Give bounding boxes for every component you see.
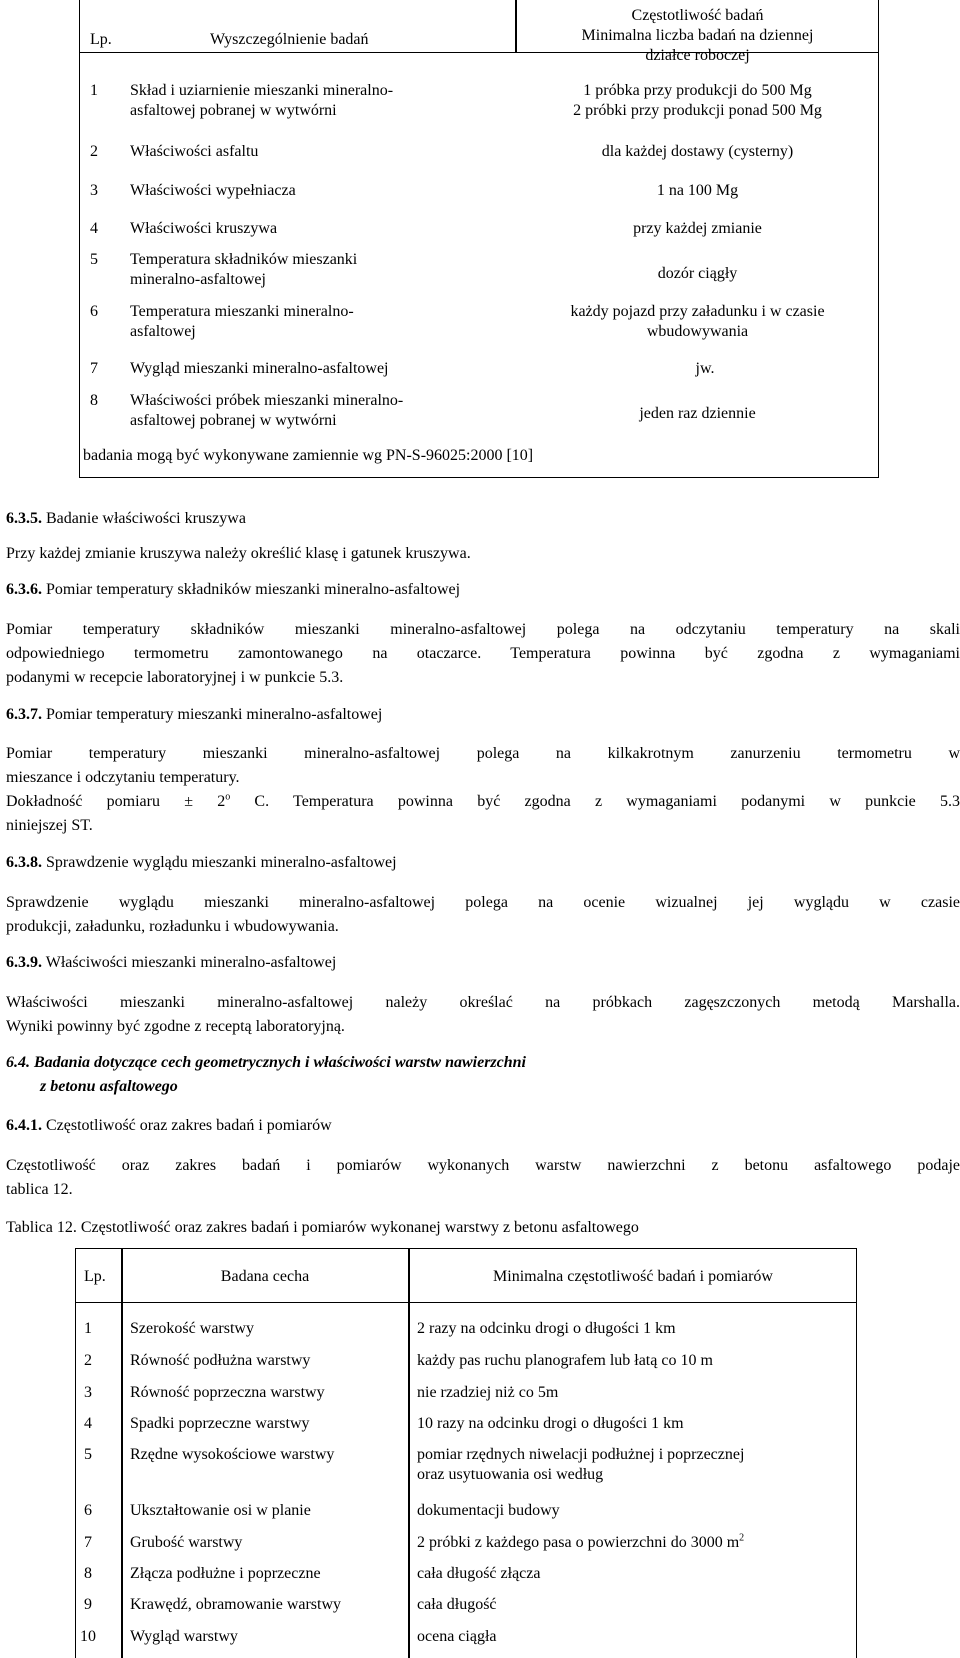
table-header: Lp. Badana cecha Minimalna częstotliwość badań i pomiarów [76,1249,856,1303]
paragraph-line: odpowiedniego termometru zamontowanego na otaczarce. Temperatura powinna być zgodna z wymaganiami [6,645,960,662]
section-heading: 6.3.6. Pomiar temperatury składników mieszanki mineralno-asfaltowej [6,581,461,598]
table-row: 1 Szerokość warstwy 2 razy na odcinku drogi o długości 1 km [84,1320,676,1337]
paragraph-line: podanymi w recepcie laboratoryjnej i w punkcie 5.3. [6,669,344,686]
frequency-table: Lp. Wyszczególnienie badań Częstotliwość badań Minimalna liczba badań na dziennej działce roboczej 1 Skład i uziarnienie mieszanki mineralno- asfaltowej pobranej w wytwórni 1 próbka przy produkcji do 500 Mg 2 próbki przy produkcji ponad 500 Mg 2 Właściwości asfaltu dla każdej dostawy (cysterny) 3 Właściwości wypełniacza 1 na 100 Mg 4 Właściwości kruszywa przy każdej zmianie 5 Temperatura składników mieszanki mineralno-asfaltowej dozór ciągły 6 Temperatura mieszanki mineralno- asfaltowej każdy pojazd przy załadunku i w czasie wbudowywania 7 Wygląd mieszanki mineralno-asfaltowej jw. 8 Właściwości próbek mieszanki mineralno- asfaltowej pobranej w wytwórni jeden raz dziennie [79,0,879,478]
table-row: 5 Rzędne wysokościowe warstwy pomiar rzędnych niwelacji podłużnej i poprzecznej oraz usytuowania osi według [84,1446,745,1483]
table-row: 2 Równość podłużna warstwy każdy pas ruchu planografem lub łatą co 10 m [84,1352,713,1369]
paragraph-line: Częstotliwość oraz zakres badań i pomiarów wykonanych warstw nawierzchni z betonu asfaltowego podaje [6,1157,960,1174]
table-row: 6 Ukształtowanie osi w planie dokumentacji budowy [84,1502,560,1519]
section-heading: 6.4.1. Częstotliwość oraz zakres badań i pomiarów [6,1117,332,1134]
table-row: 9 Krawędź, obramowanie warstwy cała długość [84,1596,497,1613]
paragraph-line: Właściwości mieszanki mineralno-asfaltowej należy określać na próbkach zagęszczonych metodą Marshalla. [6,994,960,1011]
paragraph-line: produkcji, załadunku, rozładunku i wbudowywania. [6,918,339,935]
section-heading: 6.3.9. Właściwości mieszanki mineralno-asfaltowej [6,954,337,971]
paragraph-line: tablica 12. [6,1181,73,1198]
table-row: 10 Wygląd warstwy ocena ciągła [80,1628,497,1645]
paragraph-line: mieszance i odczytaniu temperatury. [6,769,240,786]
paragraph: Przy każdej zmianie kruszywa należy określić klasę i gatunek kruszywa. [6,545,471,562]
section-heading: 6.3.5. Badanie właściwości kruszywa [6,510,246,527]
paragraph-line: Sprawdzenie wyglądu mieszanki mineralno-asfaltowej polega na ocenie wizualnej jej wyglądu w czasie [6,894,960,911]
section-heading: 6.3.8. Sprawdzenie wyglądu mieszanki mineralno-asfaltowej [6,854,397,871]
section-heading: 6.3.7. Pomiar temperatury mieszanki mineralno-asfaltowej [6,706,383,723]
measurement-table [75,1248,857,1658]
section-heading-cont: z betonu asfaltowego [40,1078,178,1095]
table-row: 3 Równość poprzeczna warstwy nie rzadziej niż co 5m [84,1384,559,1401]
paragraph-line: Pomiar temperatury składników mieszanki mineralno-asfaltowej polega na odczytaniu temperatury na skali [6,621,960,638]
table-row: 7 Grubość warstwy 2 próbki z każdego pasa o powierzchni do 3000 $m^2$ [84,1532,745,1551]
table-row: 8 Złącza podłużne i poprzeczne cała długość złącza [84,1565,541,1582]
paragraph-line: Pomiar temperatury mieszanki mineralno-asfaltowej polega na kilkakrotnym zanurzeniu termometru w [6,745,960,762]
table-header: Lp. Wyszczególnienie badań Częstotliwość badań Minimalna liczba badań na dziennej działce roboczej [80,0,878,53]
paragraph-line: Dokładność pomiaru ± $2^o$ C. Temperatura powinna być zgodna z wymaganiami podanymi w punkcie 5.3 [6,791,960,810]
paragraph-line: Wyniki powinny być zgodne z receptą laboratoryjną. [6,1018,345,1035]
section-heading: 6.4. Badania dotyczące cech geometrycznych i właściwości warstw nawierzchni [6,1054,526,1071]
paragraph-line: niniejszej ST. [6,817,93,834]
table-note: badania mogą być wykonywane zamiennie wg PN-S-96025:2000 [10] [83,447,534,464]
table-row: 4 Spadki poprzeczne warstwy 10 razy na odcinku drogi o długości 1 km [84,1415,684,1432]
table-caption: Tablica 12. Częstotliwość oraz zakres badań i pomiarów wykonanej warstwy z betonu asfaltowego [6,1219,639,1236]
